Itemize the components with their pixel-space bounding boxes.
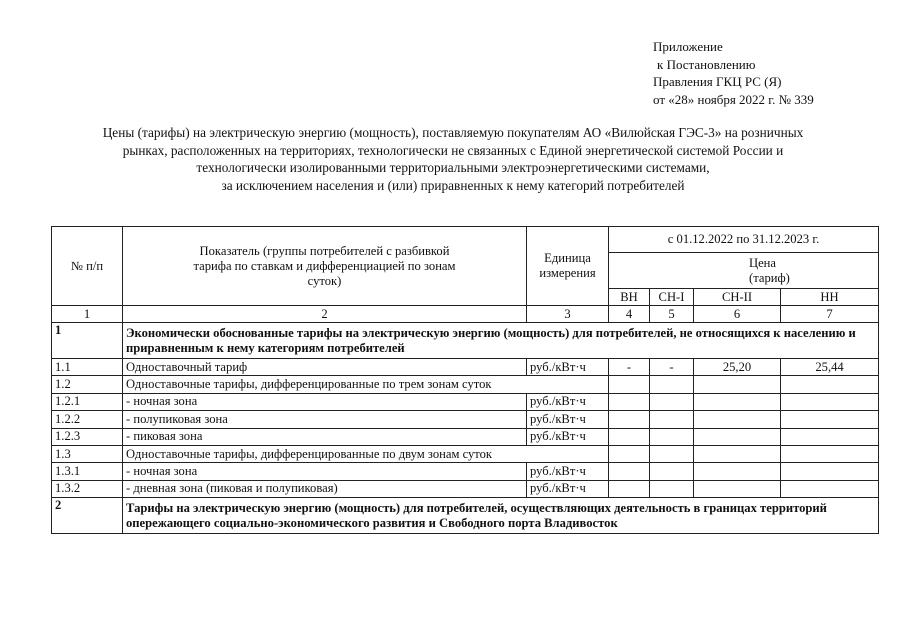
approval-line: от «28» ноября 2022 г. № 339: [653, 91, 814, 107]
table-row: [52, 445, 879, 462]
column-number: 3: [527, 306, 609, 323]
row-name: - ночная зона: [123, 393, 527, 410]
table-row: [52, 463, 879, 480]
empty-cell: [650, 445, 694, 462]
value-nn: [781, 393, 879, 410]
table-section-row: [52, 323, 879, 359]
row-name: - дневная зона (пиковая и полупиковая): [123, 480, 527, 497]
table-row: [52, 359, 879, 376]
column-number: 4: [609, 306, 650, 323]
value-sn2: [694, 393, 781, 410]
row-number: 1.2: [52, 376, 123, 393]
column-number: 2: [123, 306, 527, 323]
value-sn2: 25,20: [694, 359, 781, 376]
row-number: 1.3.1: [52, 463, 123, 480]
value-nn: 25,44: [781, 359, 879, 376]
value-sn2: [694, 428, 781, 445]
approval-line: Правления ГКЦ РС (Я): [653, 74, 782, 89]
row-number: 1.3: [52, 445, 123, 462]
column-number: 6: [694, 306, 781, 323]
header-period: с 01.12.2022 по 31.12.2023 г.: [609, 227, 879, 253]
header-indicator: Показатель (группы потребителей с разбивкой тарифа по ставкам и дифференциацией по зонам суток): [123, 227, 527, 306]
value-sn1: -: [650, 359, 694, 376]
value-vn: [609, 428, 650, 445]
row-number: 1.3.2: [52, 480, 123, 497]
column-number: 1: [52, 306, 123, 323]
header-sn1: СН-I: [650, 289, 694, 306]
row-name: Одноставочные тарифы, дифференцированные по трем зонам суток: [123, 376, 609, 393]
title-line: Цены (тарифы) на электрическую энергию (мощность), поставляемую покупателям АО «Вилюйская ГЭС-3» на розничных: [102, 125, 804, 140]
value-nn: [781, 463, 879, 480]
row-unit: руб./кВт·ч: [527, 359, 609, 376]
empty-cell: [650, 376, 694, 393]
row-number: 1.2.1: [52, 393, 123, 410]
value-sn1: [650, 411, 694, 428]
table-section-row: [52, 498, 879, 534]
value-sn2: [694, 463, 781, 480]
column-number: 7: [781, 306, 879, 323]
header-row: [52, 227, 879, 253]
empty-cell: [781, 376, 879, 393]
row-name: Одноставочные тарифы, дифференцированные по двум зонам суток: [123, 445, 609, 462]
document-title: [40, 124, 866, 194]
row-unit: руб./кВт·ч: [527, 393, 609, 410]
row-unit: руб./кВт·ч: [527, 480, 609, 497]
value-nn: [781, 411, 879, 428]
header-price: Цена (тариф): [609, 253, 879, 289]
table-row: [52, 428, 879, 445]
table-row: [52, 480, 879, 497]
row-unit: руб./кВт·ч: [527, 428, 609, 445]
row-number: 1.2.3: [52, 428, 123, 445]
header-sn2: СН-II: [694, 289, 781, 306]
section-title: Тарифы на электрическую энергию (мощность) для потребителей, осуществляющих деятельность в границах территорий опережающего социально-экономического развития и Свободного порта Владивосток: [123, 498, 879, 534]
value-sn1: [650, 393, 694, 410]
value-nn: [781, 480, 879, 497]
row-number: 1.2.2: [52, 411, 123, 428]
row-name: Одноставочный тариф: [123, 359, 527, 376]
row-number: 1.1: [52, 359, 123, 376]
value-sn2: [694, 480, 781, 497]
table-row: [52, 411, 879, 428]
tariff-table: [51, 226, 879, 534]
value-vn: [609, 393, 650, 410]
title-line: технологически изолированными территориальными электроэнергетическими системами,: [196, 160, 710, 175]
column-number-row: [52, 306, 879, 323]
value-nn: [781, 428, 879, 445]
value-vn: [609, 480, 650, 497]
value-vn: -: [609, 359, 650, 376]
header-num: № п/п: [52, 227, 123, 306]
row-unit: руб./кВт·ч: [527, 411, 609, 428]
empty-cell: [609, 376, 650, 393]
header-nn: НН: [781, 289, 879, 306]
column-number: 5: [650, 306, 694, 323]
value-vn: [609, 411, 650, 428]
value-vn: [609, 463, 650, 480]
empty-cell: [781, 445, 879, 462]
empty-cell: [694, 376, 781, 393]
header-unit: Единица измерения: [527, 227, 609, 306]
table-row: [52, 376, 879, 393]
value-sn1: [650, 428, 694, 445]
approval-line: Приложение: [653, 39, 723, 54]
row-name: - полупиковая зона: [123, 411, 527, 428]
value-sn1: [650, 463, 694, 480]
value-sn1: [650, 480, 694, 497]
value-sn2: [694, 411, 781, 428]
section-title: Экономически обоснованные тарифы на электрическую энергию (мощность) для потребителей, не относящихся к населению и приравненным к нему категориям потребителей: [123, 323, 879, 359]
table-row: [52, 393, 879, 410]
row-name: - пиковая зона: [123, 428, 527, 445]
empty-cell: [694, 445, 781, 462]
approval-block: [653, 38, 893, 108]
approval-line: к Постановлению: [657, 56, 756, 72]
header-vn: ВН: [609, 289, 650, 306]
row-number: 2: [52, 498, 123, 534]
row-number: 1: [52, 323, 123, 359]
title-line: за исключением населения и (или) приравненных к нему категорий потребителей: [221, 177, 685, 193]
row-name: - ночная зона: [123, 463, 527, 480]
title-line: рынках, расположенных на территориях, технологически не связанных с Единой энергетической системой России и: [122, 142, 784, 158]
empty-cell: [609, 445, 650, 462]
row-unit: руб./кВт·ч: [527, 463, 609, 480]
